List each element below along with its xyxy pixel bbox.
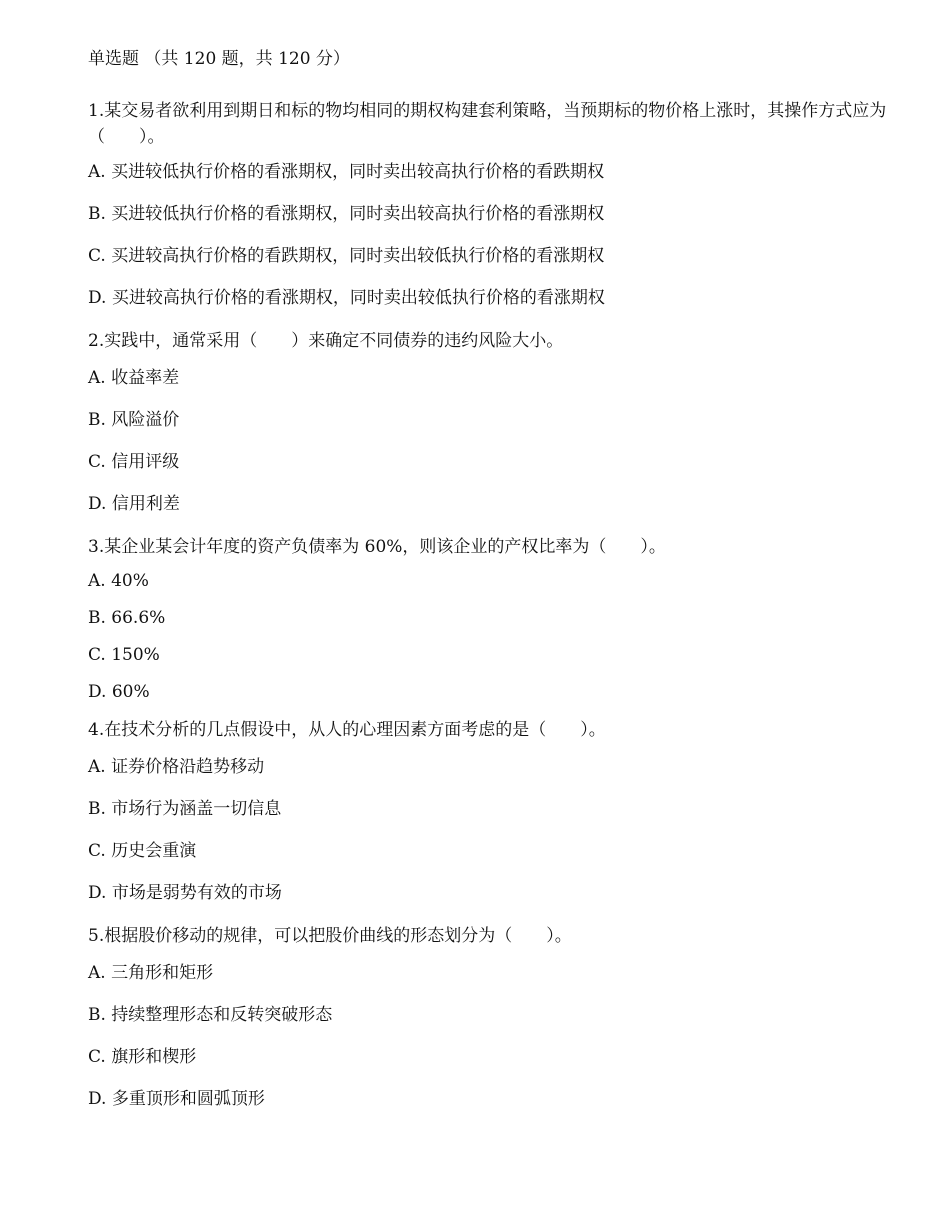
option-a[interactable]: A. 买进较低执行价格的看涨期权，同时卖出较高执行价格的看跌期权 <box>88 162 605 182</box>
option-d[interactable]: D. 市场是弱势有效的市场 <box>88 883 282 903</box>
question-1 <box>88 98 913 310</box>
question-stem: 1.某交易者欲利用到期日和标的物均相同的期权构建套利策略，当预期标的物价格上涨时，其操作方式应为（ ）。 <box>88 101 887 147</box>
question-stem: 5.根据股价移动的规律，可以把股价曲线的形态划分为（ ）。 <box>88 926 572 946</box>
option-b[interactable]: B. 风险溢价 <box>88 410 180 430</box>
question-2 <box>88 328 913 516</box>
option-d[interactable]: D. 60% <box>88 682 150 702</box>
option-b[interactable]: B. 持续整理形态和反转突破形态 <box>88 1005 333 1025</box>
question-stem: 4.在技术分析的几点假设中，从人的心理因素方面考虑的是（ ）。 <box>88 720 606 740</box>
option-a[interactable]: A. 40% <box>88 571 149 591</box>
option-b[interactable]: B. 市场行为涵盖一切信息 <box>88 799 282 819</box>
option-d[interactable]: D. 信用利差 <box>88 494 180 514</box>
option-c[interactable]: C. 旗形和楔形 <box>88 1047 197 1067</box>
option-a[interactable]: A. 收益率差 <box>88 368 180 388</box>
option-d[interactable]: D. 买进较高执行价格的看涨期权，同时卖出较低执行价格的看涨期权 <box>88 288 605 308</box>
option-b[interactable]: B. 买进较低执行价格的看涨期权，同时卖出较高执行价格的看涨期权 <box>88 204 605 224</box>
option-a[interactable]: A. 三角形和矩形 <box>88 963 214 983</box>
option-c[interactable]: C. 历史会重演 <box>88 841 197 861</box>
option-c[interactable]: C. 买进较高执行价格的看跌期权，同时卖出较低执行价格的看涨期权 <box>88 246 605 266</box>
option-d[interactable]: D. 多重顶形和圆弧顶形 <box>88 1089 265 1109</box>
question-stem: 3.某企业某会计年度的资产负债率为 60%，则该企业的产权比率为（ ）。 <box>88 537 666 557</box>
exam-page <box>88 47 913 1129</box>
option-a[interactable]: A. 证券价格沿趋势移动 <box>88 757 265 777</box>
question-4 <box>88 717 913 905</box>
question-5 <box>88 923 913 1111</box>
option-c[interactable]: C. 150% <box>88 645 160 665</box>
question-stem: 2.实践中，通常采用（ ）来确定不同债券的违约风险大小。 <box>88 331 564 351</box>
section-title: 单选题 （共 120 题，共 120 分） <box>88 49 350 69</box>
question-3 <box>88 534 913 704</box>
option-c[interactable]: C. 信用评级 <box>88 452 180 472</box>
option-b[interactable]: B. 66.6% <box>88 608 166 628</box>
